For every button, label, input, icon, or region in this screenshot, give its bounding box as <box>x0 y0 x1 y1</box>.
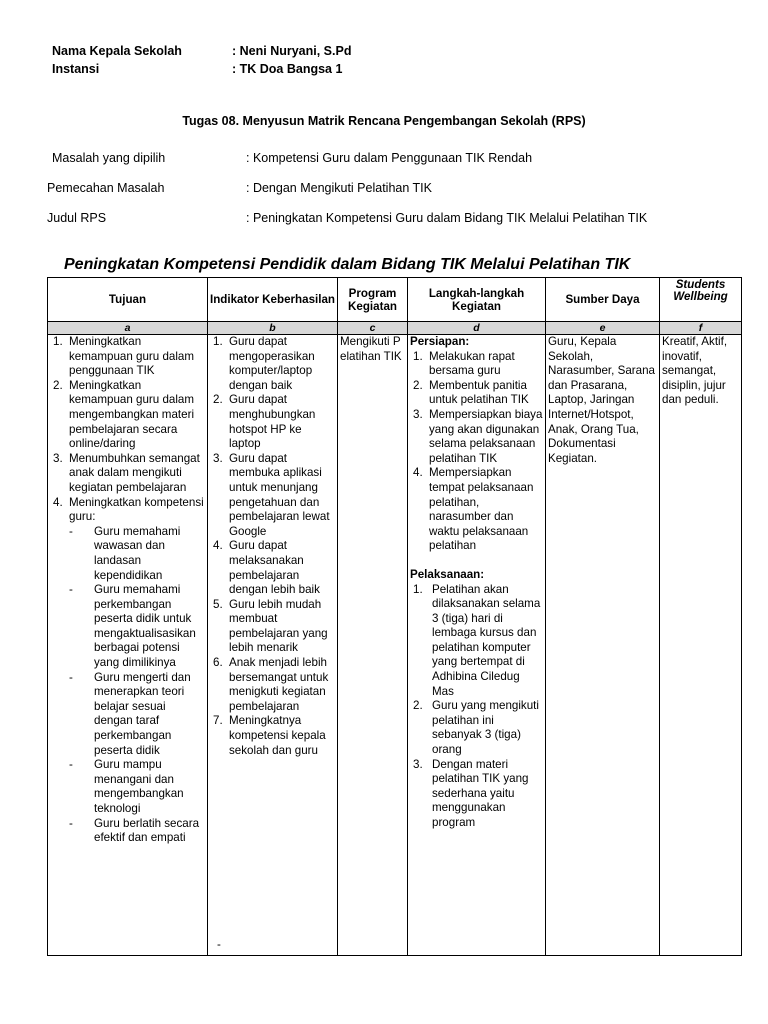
langkah-cell <box>408 335 546 956</box>
sub-list-item: - Guru mengerti dan menerapkan teori belajar sesuai dengan taraf perkembangan peserta didik <box>69 670 191 757</box>
persiapan-heading: Persiapan: <box>410 335 470 348</box>
list-item: 2. Guru dapat menghubungkan hotspot HP ke laptop <box>213 393 316 451</box>
judul-label: Judul RPS <box>47 211 107 225</box>
header-wellbeing: Students Wellbeing <box>660 278 742 322</box>
header-langkah: Langkah-langkah Kegiatan <box>408 278 546 322</box>
header-row <box>48 278 742 322</box>
indikator-list <box>210 335 335 758</box>
kepala-sekolah-label: Nama Kepala Sekolah <box>52 44 182 58</box>
list-item: 2. Guru yang mengikuti pelatihan ini sebanyak 3 (tiga) orang <box>413 699 539 757</box>
list-item: 3. Guru dapat membuka aplikasi untuk menunjang pengetahuan dan pembelajaran lewat Google <box>213 451 330 538</box>
indikator-cell <box>208 335 338 956</box>
letter-f: f <box>660 322 742 335</box>
instansi-value: : TK Doa Bangsa 1 <box>232 62 343 76</box>
masalah-label: Masalah yang dipilih <box>52 151 166 165</box>
tujuan-cell <box>48 335 208 956</box>
list-item: 1. Guru dapat mengoperasikan komputer/laptop dengan baik <box>213 335 315 392</box>
sub-list-item: - Guru memahami perkembangan peserta didik untuk mengaktualisasikan berbagai potensi yang dimilikinya <box>69 583 196 670</box>
list-item: 1. Melakukan rapat bersama guru <box>413 349 515 378</box>
sub-list-item: - Guru memahami wawasan dan landasan kependidikan <box>69 524 181 582</box>
persiapan-list <box>410 350 543 554</box>
sub-list-item: - Guru berlatih secara efektif dan empati <box>69 816 200 845</box>
letter-e: e <box>546 322 660 335</box>
header-tujuan: Tujuan <box>48 278 208 322</box>
matrix-title: Peningkatan Kompetensi Pendidik dalam Bidang TIK Melalui Pelatihan TIK <box>64 256 631 273</box>
letter-b: b <box>208 322 338 335</box>
document-title: Tugas 08. Menyusun Matrik Rencana Pengembangan Sekolah (RPS) <box>182 114 586 128</box>
kepala-sekolah-value: : Neni Nuryani, S.Pd <box>232 44 352 58</box>
letter-a: a <box>48 322 208 335</box>
list-item: 3. Dengan materi pelatihan TIK yang sederhana yaitu menggunakan program <box>413 757 529 829</box>
judul-value: : Peningkatan Kompetensi Guru dalam Bidang TIK Melalui Pelatihan TIK <box>246 211 648 225</box>
list-item: 3. Menumbuhkan semangat anak dalam mengikuti kegiatan pembelajaran <box>53 451 200 494</box>
pelaksanaan-heading: Pelaksanaan: <box>410 567 485 581</box>
list-item: 4. Meningkatkan kompetensi guru: - Guru memahami wawasan dan landasan kependidikan - Guru memahami perkembangan peserta didik untuk mengaktualisasikan berbagai potensi yang dimilikinya - Guru mengerti dan menerapkan teori belajar sesuai dengan taraf perkembangan peserta didik - Guru mampu menangani dan mengembangkan teknologi - Guru berlatih secara efektif dan empati <box>53 495 204 845</box>
list-item: 7. Meningkatnya kompetensi kepala sekolah dan guru <box>213 714 326 757</box>
tujuan-list <box>50 335 205 846</box>
sumber-daya-cell: Guru, Kepala Sekolah, Narasumber, Sarana dan Prasarana, Laptop, Jaringan Internet/Hotspot, Anak, Orang Tua, Dokumentasi Kegiatan. <box>546 335 660 956</box>
instansi-label: Instansi <box>52 62 100 76</box>
letter-row <box>48 322 742 335</box>
program-cell: Mengikuti Pelatihan TIK <box>338 335 408 956</box>
list-item: 2. Meningkatkan kemampuan guru dalam mengembangkan materi pembelajaran secara online/daring <box>53 378 195 451</box>
list-item: 1. Pelatihan akan dilaksanakan selama 3 (tiga) hari di lembaga kursus dan pelatihan komputer yang bertempat di Adhibina Ciledug Mas <box>413 582 541 698</box>
content-row <box>48 335 742 956</box>
pemecahan-value: : Dengan Mengikuti Pelatihan TIK <box>246 181 432 195</box>
list-item: 6. Anak menjadi lebih bersemangat untuk menigkuti kegiatan pembelajaran <box>213 656 329 713</box>
pemecahan-label: Pemecahan Masalah <box>47 181 165 195</box>
pelaksanaan-list <box>410 583 543 831</box>
list-item: 2. Membentuk panitia untuk pelatihan TIK <box>413 378 529 407</box>
tujuan-sublist <box>69 525 205 846</box>
indikator-trailing-dash: - <box>217 938 221 952</box>
masalah-value: : Kompetensi Guru dalam Penggunaan TIK Rendah <box>246 151 533 165</box>
wellbeing-cell: Kreatif, Aktif, inovatif, semangat, disiplin, jujur dan peduli. <box>660 335 742 956</box>
header-program: Program Kegiatan <box>338 278 408 322</box>
list-item: 1. Meningkatkan kemampuan guru dalam penggunaan TIK <box>53 335 195 378</box>
header-sumber-daya: Sumber Daya <box>546 278 660 322</box>
rps-matrix-table <box>47 277 742 956</box>
header-indikator: Indikator Keberhasilan <box>208 278 338 322</box>
letter-c: c <box>338 322 408 335</box>
list-item: 3. Mempersiapkan biaya yang akan digunakan selama pelaksanaan pelatihan TIK <box>413 407 543 465</box>
letter-d: d <box>408 322 546 335</box>
list-item: 4. Mempersiapkan tempat pelaksanaan pelatihan, narasumber dan waktu pelaksanaan pelatihan <box>413 466 534 553</box>
sub-list-item: - Guru mampu menangani dan mengembangkan teknologi <box>69 758 184 815</box>
list-item: 4. Guru dapat melaksanakan pembelajaran dengan lebih baik <box>213 539 320 597</box>
list-item: 5. Guru lebih mudah membuat pembelajaran yang lebih menarik <box>213 597 328 655</box>
